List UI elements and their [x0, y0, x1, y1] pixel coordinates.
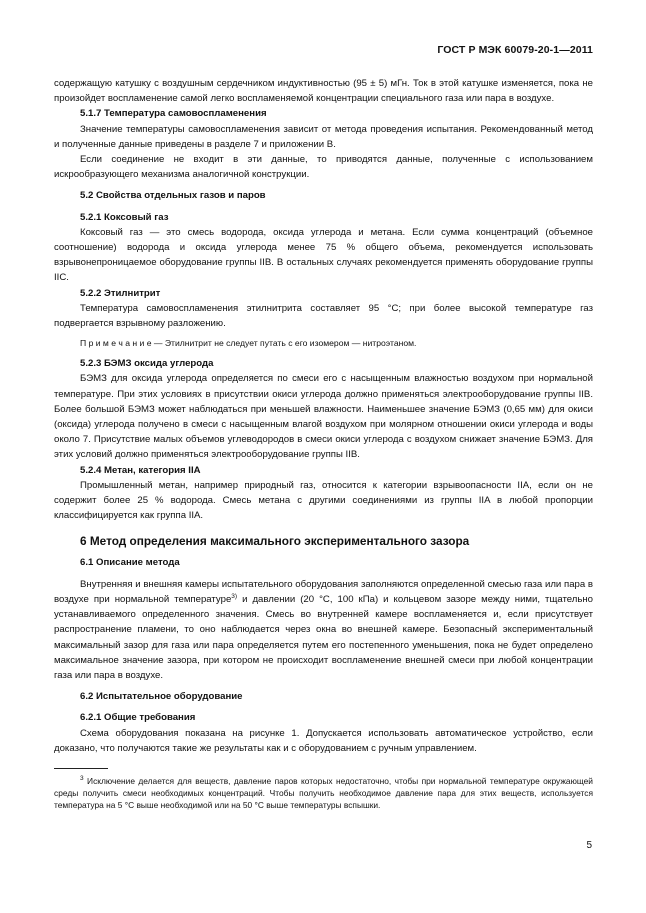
paragraph-5-2-1: Коксовый газ — это смесь водорода, оксида углерода и метана. Если сумма концентраций (объемное соотношение) водорода и оксида углерода менее 75 % общего объема, рекомендуется использовать взрывонепроницаемое оборудование группы IIB. В остальных случаях рекомендуется применять оборудование группы IIC.: [54, 226, 593, 284]
paragraph-intro: содержащую катушку с воздушным сердечником индуктивностью (95 ± 5) мГн. Ток в этой катушке изменяется, пока не произойдет воспламенение самой легко воспламеняемой концентрации специального газа или пара в воздухе.: [54, 78, 593, 105]
heading-5-2-2: 5.2.2 Этилнитрит: [80, 287, 161, 299]
paragraph-5-2-2: Температура самовоспламенения этилнитрита составляет 95 °С; при более высокой температуре газ подвергается взрывному разложению.: [54, 302, 593, 330]
paragraph-6-1: [54, 577, 593, 683]
paragraph-5-2-3: БЭМЗ для оксида углерода определяется по смеси его с насыщенным влажностью воздухом при нормальной температуре. При этих условиях в присутствии окиси углерода должно применяться электрооборудование группы IIB. Более большой БЭМЗ может наблюдаться при меньшей влажности. Наименьшее значение БЭМЗ (0,65 мм) для окиси (оксида) углерода получено в смеси с насыщенным влагой воздухом при молярном отношении окиси углерода и воды около 7. Присутствие малых объемов углеводородов в смеси окиси углерода с воздухом снижает значение БЭМЗ. Для этих условий должно применяться электрооборудование группы IIB.: [54, 373, 593, 461]
document-header: ГОСТ Р МЭК 60079-20-1—2011: [437, 44, 593, 56]
paragraph-6-2-1: Схема оборудования показана на рисунке 1. Допускается использовать автоматическое устройство, если доказано, что получаются такие же результаты как и с оборудованием с ручным управлением.: [54, 727, 593, 754]
paragraph-5-1-7-a: Значение температуры самовоспламенения зависит от метода проведения испытания. Рекомендованный метод и полученные данные приведены в разделе 7 и приложении В.: [54, 123, 593, 150]
heading-5-1-7: 5.1.7 Температура самовоспламенения: [80, 108, 267, 120]
paragraph-5-2-4: Промышленный метан, например природный газ, относится к категории взрывоопасности IIA, если он не содержит более 25 % водорода. Смесь метана с другими соединениями из группы IIA в любой пропорции классифицируется как группа IIA.: [54, 479, 593, 522]
footnote: [54, 775, 593, 812]
footnote-mark: 3: [80, 775, 84, 783]
heading-5-2-4: 5.2.4 Метан, категория IIA: [80, 464, 201, 476]
paragraph-6-1-part-a: Внутренняя и внешняя камеры испытательного оборудования заполняются определенной смесью газа или пара в воздухе при нормальной температуре: [54, 578, 593, 605]
heading-5-2: 5.2 Свойства отдельных газов и паров: [80, 190, 266, 202]
heading-6-1: 6.1 Описание метода: [80, 557, 180, 569]
heading-6-2-1: 6.2.1 Общие требования: [80, 712, 196, 724]
heading-6-2: 6.2 Испытательное оборудование: [80, 691, 243, 703]
footnote-reference: 3): [231, 592, 238, 600]
page-number: 5: [586, 840, 592, 851]
paragraph-5-1-7-b: Если соединение не входит в эти данные, то приводятся данные, полученные с использованием искрообразующего механизма аналогичной конструкции.: [54, 154, 593, 181]
heading-section-6: 6 Метод определения максимального экспериментального зазора: [80, 534, 470, 549]
heading-5-2-3: 5.2.3 БЭМЗ оксида углерода: [80, 358, 214, 370]
footnote-divider: [54, 768, 108, 769]
heading-5-2-1: 5.2.1 Коксовый газ: [80, 211, 169, 223]
paragraph-6-1-part-b: и давлении (20 °С, 100 кПа) и кольцевом зазоре между ними, тщательно устанавливаемого определенного значения. Смесь во внутренней камере воспламеняется и, если присутствует распространение пламени, то оно наблюдается через окна во внешней камере. Безопасный экспериментальный максимальный зазор для газа или пара определяется путем его постепенного уменьшения, пока не будет определено максимальное значение зазора, при котором не происходит воспламенение внешней смеси при любой концентрации газа или пара в воздухе.: [54, 593, 593, 681]
document-page: [54, 44, 593, 812]
footnote-text: Исключение делается для веществ, давление паров которых недостаточно, чтобы при нормальной температуре окружающей среды получить смеси необходимых концентраций. Чтобы получить необходимое давление пара для этих веществ, используется температура на 5 °С выше необходимой или на 50 °С выше температуры вспышки.: [54, 775, 593, 811]
note-5-2-2: П р и м е ч а н и е — Этилнитрит не следует путать с его изомером — нитроэтаном.: [80, 338, 417, 349]
